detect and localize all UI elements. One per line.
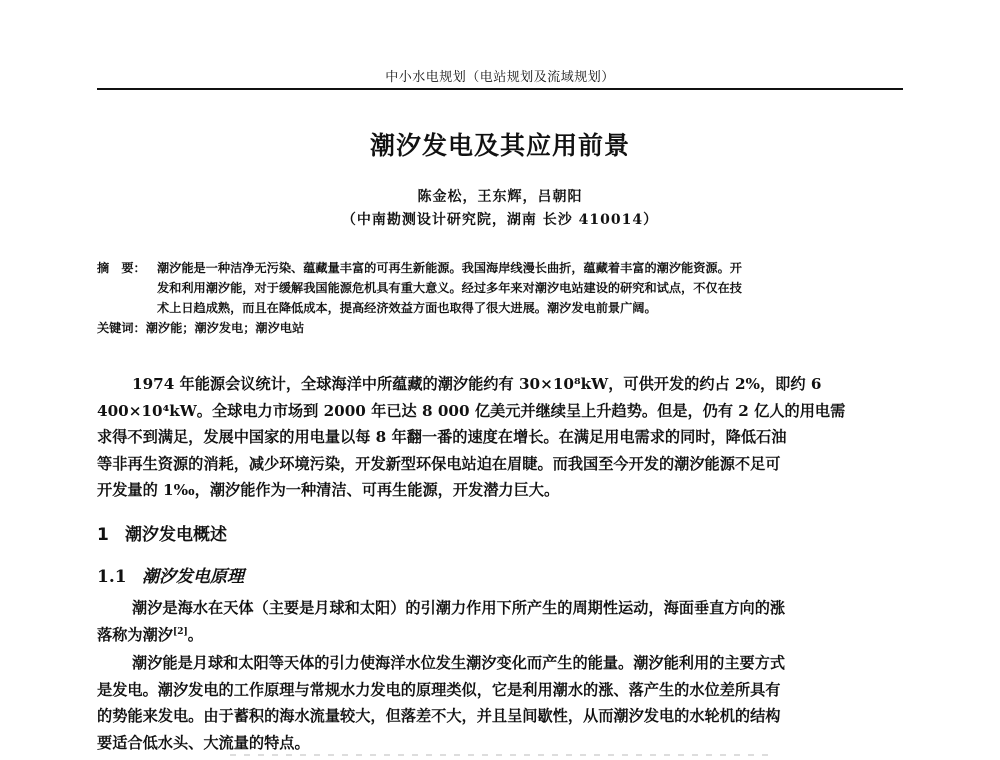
subsection-number: 1.1 <box>97 567 127 587</box>
paper-title: 潮汐发电及其应用前景 <box>369 131 630 160</box>
intro-paragraph <box>97 371 907 504</box>
abstract-line: 发和利用潮汐能，对于缓解我国能源危机具有重大意义。经过多年来对潮汐电站建设的研究和试点，不仅在技 <box>157 281 742 295</box>
section-heading-1-1 <box>97 562 244 587</box>
running-header: 中小水电规划（电站规划及流域规划） <box>385 70 615 85</box>
paragraph-text: 落称为潮汐 <box>97 625 173 644</box>
header-rule <box>97 88 903 90</box>
paragraph-line: 是发电。潮汐发电的工作原理与常规水力发电的原理类似，它是利用潮水的涨、落产生的水位差所具有 <box>97 680 781 699</box>
paragraph-line: 潮汐能是月球和太阳等天体的引力使海洋水位发生潮汐变化而产生的能量。潮汐能利用的主要方式 <box>132 654 786 672</box>
abstract-block <box>97 258 907 338</box>
affiliation: （中南勘测设计研究院，湖南 长沙 410014） <box>341 212 659 228</box>
paragraph-line: 求得不到满足，发展中国家的用电量以每 8 年翻一番的速度在增长。在满足用电需求的同时，降低石油 <box>97 428 787 446</box>
citation-reference[interactable]: [2] <box>172 626 188 637</box>
keywords-value: 潮汐能；潮汐发电；潮汐电站 <box>145 321 305 335</box>
keywords-label: 关键词： <box>97 321 146 335</box>
subsection-title: 潮汐发电原理 <box>142 567 244 587</box>
section-heading-1 <box>97 520 227 545</box>
section-number: 1 <box>97 525 109 545</box>
paragraph-line: 要适合低水头、大流量的特点。 <box>97 733 310 752</box>
section-title: 潮汐发电概述 <box>125 525 227 545</box>
paragraph-line: 等非再生资源的消耗，减少环境污染，开发新型环保电站迫在眉睫。而我国至今开发的潮汐能源不足可 <box>97 454 781 473</box>
paragraph-line: 400×10⁴kW。全球电力市场到 2000 年已达 8 000 亿美元并继续呈上升趋势。但是，仍有 2 亿人的用电需 <box>97 401 846 420</box>
paragraph-line: 潮汐是海水在天体（主要是月球和太阳）的引潮力作用下所产生的周期性运动，海面垂直方向的涨 <box>132 599 786 617</box>
energy-paragraph <box>97 650 907 756</box>
abstract-line: 潮汐能是一种洁净无污染、蕴藏量丰富的可再生新能源。我国海岸线漫长曲折，蕴藏着丰富的潮汐能资源。开 <box>157 261 742 275</box>
abstract-label: 摘 要： <box>97 261 146 275</box>
paragraph-line: 1974 年能源会议统计，全球海洋中所蕴藏的潮汐能约有 30×10⁸kW，可供开发的约占 2%，即约 6 <box>132 375 822 393</box>
authors: 陈金松，王东辉，吕朝阳 <box>417 189 583 205</box>
abstract-line: 术上日趋成熟，而且在降低成本，提高经济效益方面也取得了很大进展。潮汐发电前景广阔。 <box>157 301 657 315</box>
paragraph-line <box>97 622 907 649</box>
faint-bleed-through-line <box>230 754 770 756</box>
paragraph-line: 开发量的 1‰，潮汐能作为一种清洁、可再生能源，开发潜力巨大。 <box>97 481 560 499</box>
paragraph-line: 的势能来发电。由于蓄积的海水流量较大，但落差不大，并且呈间歇性，从而潮汐发电的水轮机的结构 <box>97 707 781 725</box>
paragraph-text: 。 <box>187 625 203 644</box>
principle-paragraph <box>97 595 907 648</box>
